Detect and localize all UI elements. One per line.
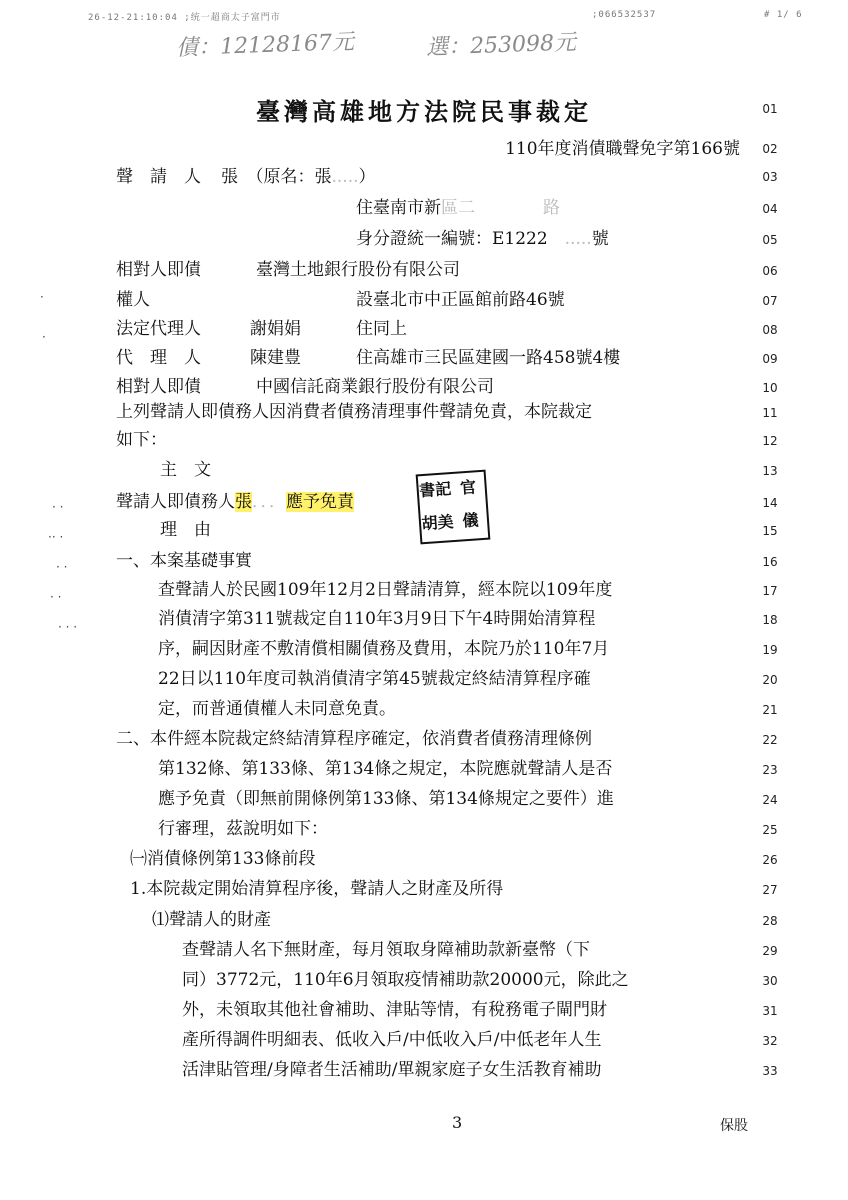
- body-line: 第132條、第133條、第134條之規定，本院應就聲請人是否: [158, 759, 613, 779]
- respondent-2-name: 中國信託商業銀行股份有限公司: [256, 377, 494, 397]
- respondent-1-address: 設臺北市中正區館前路46號: [356, 290, 565, 310]
- line-number: 09: [762, 352, 778, 366]
- line-respondent-1: [116, 258, 201, 282]
- handwritten-right-note: 選：253098元: [425, 30, 577, 61]
- line-number: 16: [762, 555, 778, 569]
- line-number: 24: [762, 793, 778, 807]
- line-number: 04: [762, 202, 778, 216]
- line-number: 21: [762, 703, 778, 717]
- case-number: 110年度消債職聲免字第166號: [505, 139, 740, 159]
- line-applicant: [116, 165, 376, 189]
- line-number: 31: [762, 1004, 778, 1018]
- line-number: 11: [762, 406, 778, 420]
- scan-speck: ·: [42, 330, 46, 344]
- line-number: 28: [762, 914, 778, 928]
- scan-speck: ·: [40, 290, 44, 304]
- page-number: 3: [452, 1113, 463, 1132]
- line-number: 02: [762, 142, 778, 156]
- id-suffix: 號: [591, 229, 609, 249]
- body-line: 22日以110年度司執消債清字第45號裁定終結清算程序確: [158, 669, 591, 689]
- line-number: 01: [762, 102, 778, 116]
- fax-header-right: # 1/ 6: [764, 10, 803, 20]
- agent-name: 陳建豊: [250, 348, 301, 368]
- document-title: 臺灣高雄地方法院民事裁定: [256, 97, 592, 126]
- stamp-char: 胡美: [420, 512, 455, 534]
- label-agent: 代 理 人: [116, 348, 201, 368]
- label-creditor: 權人: [116, 290, 150, 310]
- line-number: 05: [762, 233, 778, 247]
- line-number: 10: [762, 381, 778, 395]
- line-id-number: [356, 227, 609, 251]
- line-number: 20: [762, 673, 778, 687]
- scan-speck: · ·: [56, 560, 68, 574]
- line-number: 27: [762, 883, 778, 897]
- body-line: 查聲請人於民國109年12月2日聲請清算，經本院以109年度: [158, 580, 613, 600]
- line-number: 06: [762, 264, 778, 278]
- line-number: 07: [762, 294, 778, 308]
- applicant-name: 張: [221, 167, 238, 187]
- line-number: 15: [762, 524, 778, 538]
- line-number: 08: [762, 323, 778, 337]
- id-number: 身分證統一編號：E1222: [356, 229, 548, 249]
- line-number: 33: [762, 1064, 778, 1078]
- applicant-address: 住臺南市新: [356, 198, 441, 218]
- fax-header-middle: ;066532537: [592, 10, 657, 20]
- body-line: 上列聲請人即債務人因消費者債務清理事件聲請免責，本院裁定: [116, 402, 592, 422]
- body-line: 序，嗣因財產不敷清償相關債務及費用，本院乃於110年7月: [158, 639, 610, 659]
- body-line: 消債清字第311號裁定自110年3月9日下午4時開始清算程: [158, 609, 596, 629]
- label-respondent-2: 相對人即債: [116, 377, 201, 397]
- redacted-text: .....: [547, 229, 592, 249]
- body-line: 定，而普通債權人未同意免責。: [158, 699, 396, 719]
- line-number: 12: [762, 434, 778, 448]
- line-number: 22: [762, 733, 778, 747]
- fax-header-left: 26-12-21:10:04 ;统一超商太子富門市: [88, 13, 281, 23]
- ruling-line: [116, 490, 354, 514]
- line-address: [356, 196, 560, 220]
- section-heading-two: 二、本件經本院裁定終結清算程序確定，依消費者債務清理條例: [116, 729, 592, 749]
- line-number: 14: [762, 496, 778, 510]
- body-line: 查聲請人名下無財產，每月領取身障補助款新臺幣（下: [182, 940, 590, 960]
- line-number: 03: [762, 170, 778, 184]
- redacted-text: 區二 路: [441, 198, 560, 218]
- paren-close: ）: [358, 167, 376, 187]
- body-line: 外，未領取其他社會補助、津貼等情，有稅務電子閘門財: [182, 1000, 607, 1020]
- handwritten-debt-note: 債：12128167元: [175, 29, 355, 62]
- section-heading-facts: 一、本案基礎事實: [116, 551, 252, 571]
- footer-unit: 保股: [720, 1118, 748, 1134]
- line-number: 25: [762, 823, 778, 837]
- highlighted-ruling: 應予免責: [286, 492, 354, 512]
- label-respondent: 相對人即債: [116, 260, 201, 280]
- line-number: 18: [762, 613, 778, 627]
- body-line: 應予免責（即無前開條例第133條、第134條規定之要件）進: [158, 789, 614, 809]
- section-heading-reason: 理 由: [160, 520, 211, 540]
- agent-address: 住高雄市三民區建國一路458號4樓: [356, 348, 621, 368]
- section-heading-main: 主 文: [160, 460, 211, 480]
- stamp-char: 儀: [461, 510, 480, 531]
- body-line: 產所得調件明細表、低收入戶/中低收入戶/中低老年人生: [182, 1030, 602, 1050]
- subsection-heading: 1.本院裁定開始清算程序後，聲請人之財產及所得: [130, 879, 504, 899]
- redacted-text: ．．．: [252, 492, 286, 512]
- line-number: 30: [762, 974, 778, 988]
- label-legal-representative: 法定代理人: [116, 319, 201, 339]
- subsection-heading: ㈠消債條例第133條前段: [130, 849, 316, 869]
- body-line: 同）3772元，110年6月領取疫情補助款20000元，除此之: [182, 970, 629, 990]
- redacted-text: [238, 167, 255, 187]
- clerk-seal-stamp: [416, 470, 491, 545]
- ruling-prefix: 聲請人即債務人: [116, 492, 235, 512]
- stamp-char: 官: [459, 477, 477, 498]
- line-number: 17: [762, 584, 778, 598]
- line-number: 19: [762, 643, 778, 657]
- body-line: 如下：: [116, 430, 167, 450]
- highlighted-name: 張: [235, 492, 252, 512]
- legal-representative-name: 謝娟娟: [250, 319, 301, 339]
- line-number: 23: [762, 763, 778, 777]
- line-number: 29: [762, 944, 778, 958]
- scan-speck: · ·: [50, 590, 62, 604]
- subsection-heading: ⑴聲請人的財產: [152, 910, 271, 930]
- scan-speck: ·· ·: [48, 530, 64, 544]
- scan-speck: · · ·: [58, 620, 78, 634]
- body-line: 行審理，茲說明如下：: [158, 819, 328, 839]
- scan-speck: · ·: [52, 500, 64, 514]
- former-name: （原名：張: [255, 167, 332, 187]
- line-number: 13: [762, 464, 778, 478]
- label-applicant: 聲 請 人: [116, 167, 201, 187]
- stamp-char: 書記: [418, 479, 452, 501]
- line-number: 32: [762, 1034, 778, 1048]
- line-number: 26: [762, 853, 778, 867]
- respondent-1-name: 臺灣土地銀行股份有限公司: [256, 260, 460, 280]
- legal-representative-address: 住同上: [356, 319, 407, 339]
- redacted-text: .....: [331, 167, 359, 187]
- body-line: 活津貼管理/身障者生活補助/單親家庭子女生活教育補助: [182, 1060, 602, 1080]
